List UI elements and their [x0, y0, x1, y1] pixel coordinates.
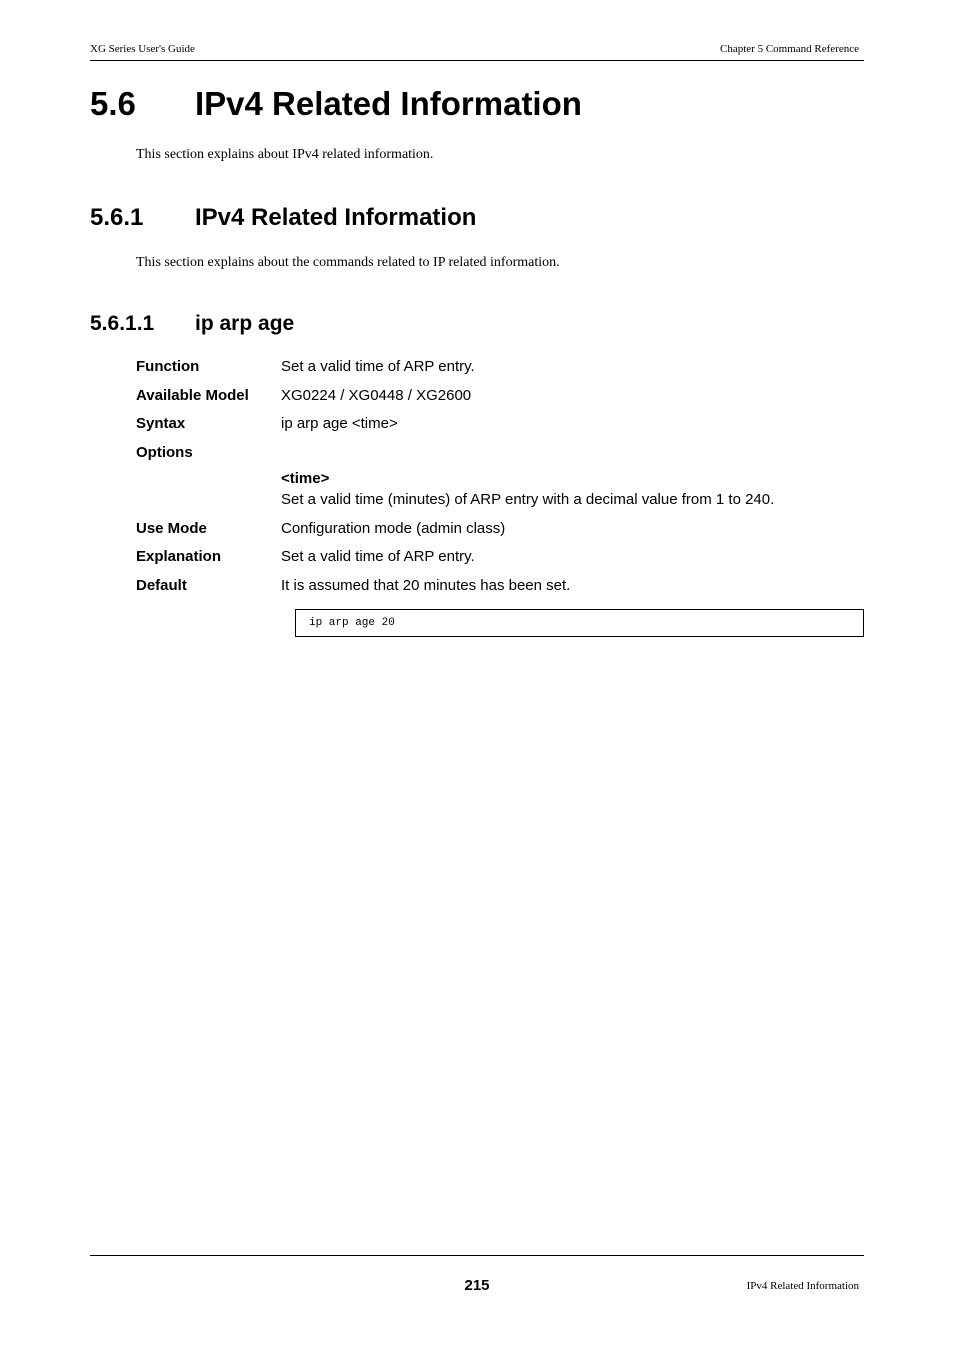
footer-rule: [90, 1255, 864, 1256]
default-label: Default: [136, 577, 187, 594]
options-label: Options: [136, 444, 193, 461]
command-title: ip arp age: [195, 312, 295, 335]
footer-section-title: IPv4 Related Information: [746, 1280, 859, 1292]
header-rule: [90, 60, 864, 61]
header-guide-title: XG Series User's Guide: [90, 43, 195, 55]
use-mode-label: Use Mode: [136, 520, 207, 537]
default-code-box: [295, 609, 864, 637]
page-number: 215: [464, 1277, 490, 1294]
default-code: ip arp age 20: [309, 617, 395, 629]
explanation-label: Explanation: [136, 548, 222, 565]
function-label: Function: [136, 358, 200, 375]
option-description: Set a valid time (minutes) of ARP entry with a decimal value from 1 to 240.: [281, 491, 775, 508]
subsection-intro: This section explains about the commands related to IP related information.: [136, 255, 560, 270]
explanation-value: Set a valid time of ARP entry.: [281, 548, 475, 565]
syntax-value: ip arp age <time>: [281, 415, 398, 432]
function-value: Set a valid time of ARP entry.: [281, 358, 475, 375]
header-chapter-title: Chapter 5 Command Reference: [720, 43, 859, 55]
use-mode-value: Configuration mode (admin class): [281, 520, 506, 537]
section-number: 5.6: [90, 85, 136, 122]
available-model-value: XG0224 / XG0448 / XG2600: [281, 387, 472, 404]
command-number: 5.6.1.1: [90, 312, 155, 335]
section-intro: This section explains about IPv4 related information.: [136, 147, 434, 162]
subsection-title: IPv4 Related Information: [195, 204, 477, 231]
available-model-label: Available Model: [136, 387, 249, 404]
default-value: It is assumed that 20 minutes has been set.: [281, 577, 571, 594]
section-title: IPv4 Related Information: [195, 85, 582, 122]
syntax-label: Syntax: [136, 415, 186, 432]
option-name: <time>: [281, 470, 330, 487]
subsection-number: 5.6.1: [90, 204, 144, 231]
